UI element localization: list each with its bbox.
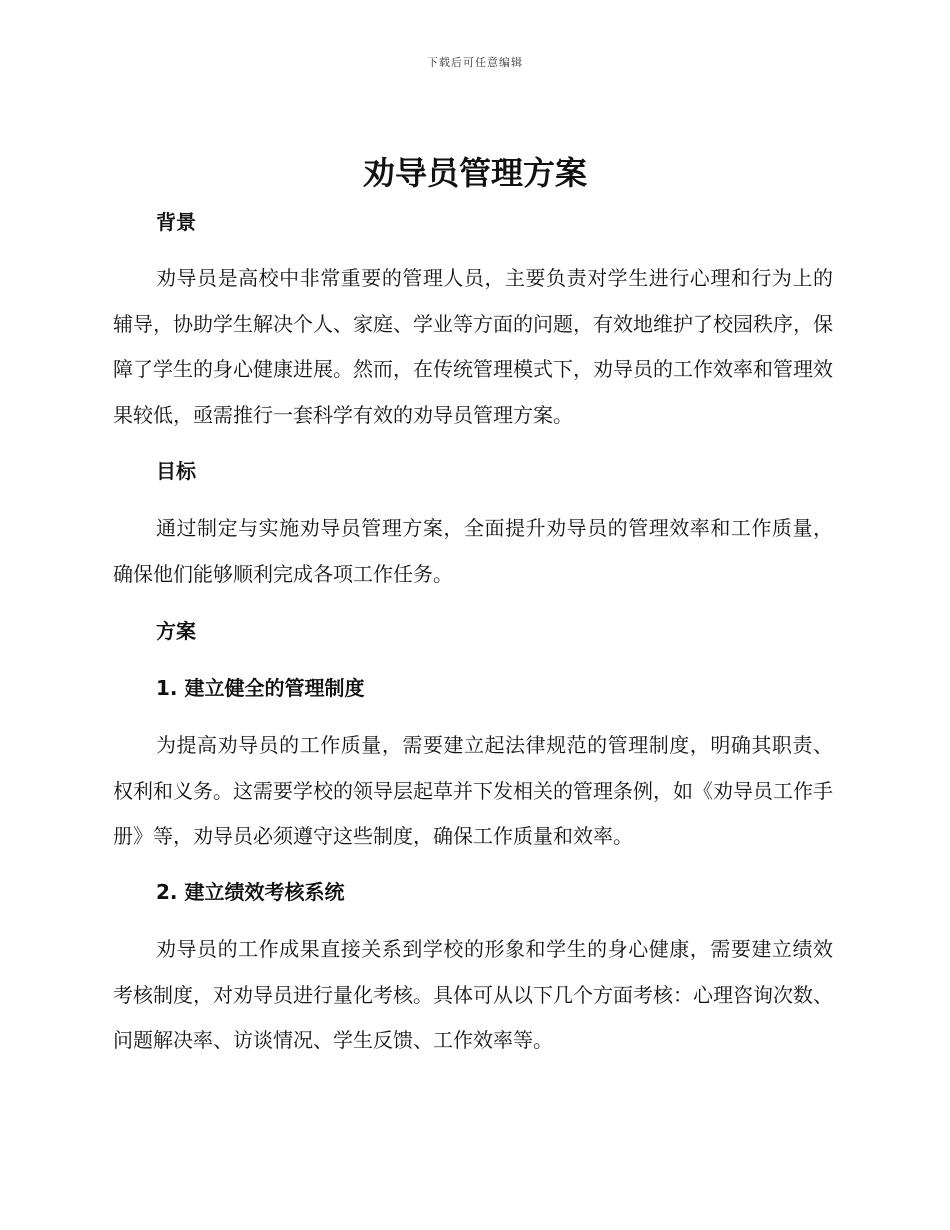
paragraph-performance-review: 劝导员的工作成果直接关系到学校的形象和学生的身心健康，需要建立绩效考核制度，对劝导员进行量化考核。具体可从以下几个方面考核：心理咨询次数、问题解决率、访谈情况、学生反馈、工作效率等。: [113, 937, 833, 1052]
paragraph-management-system: 为提高劝导员的工作质量，需要建立起法律规范的管理制度，明确其职责、权利和义务。这需要学校的领导层起草并下发相关的管理条例，如《劝导员工作手册》等，劝导员必须遵守这些制度，确保工作质量和效率。: [113, 733, 833, 848]
section-heading-plan: 方案: [156, 619, 196, 643]
paragraph-background: 劝导员是高校中非常重要的管理人员，主要负责对学生进行心理和行为上的辅导，协助学生解决个人、家庭、学业等方面的问题，有效地维护了校园秩序，保障了学生的身心健康进展。然而，在传统管理模式下，劝导员的工作效率和管理效果较低，亟需推行一套科学有效的劝导员管理方案。: [113, 266, 833, 427]
section-heading-background: 背景: [156, 210, 196, 234]
paragraph-goal: 通过制定与实施劝导员管理方案，全面提升劝导员的管理效率和工作质量，确保他们能够顺利完成各项工作任务。: [113, 516, 833, 586]
subsection-heading-performance-review: 2. 建立绩效考核系统: [156, 880, 345, 904]
subsection-heading-management-system: 1. 建立健全的管理制度: [156, 676, 365, 700]
page-header-note: 下载后可任意编辑: [427, 56, 523, 69]
section-heading-goal: 目标: [156, 459, 196, 483]
document-title: 劝导员管理方案: [362, 154, 587, 192]
